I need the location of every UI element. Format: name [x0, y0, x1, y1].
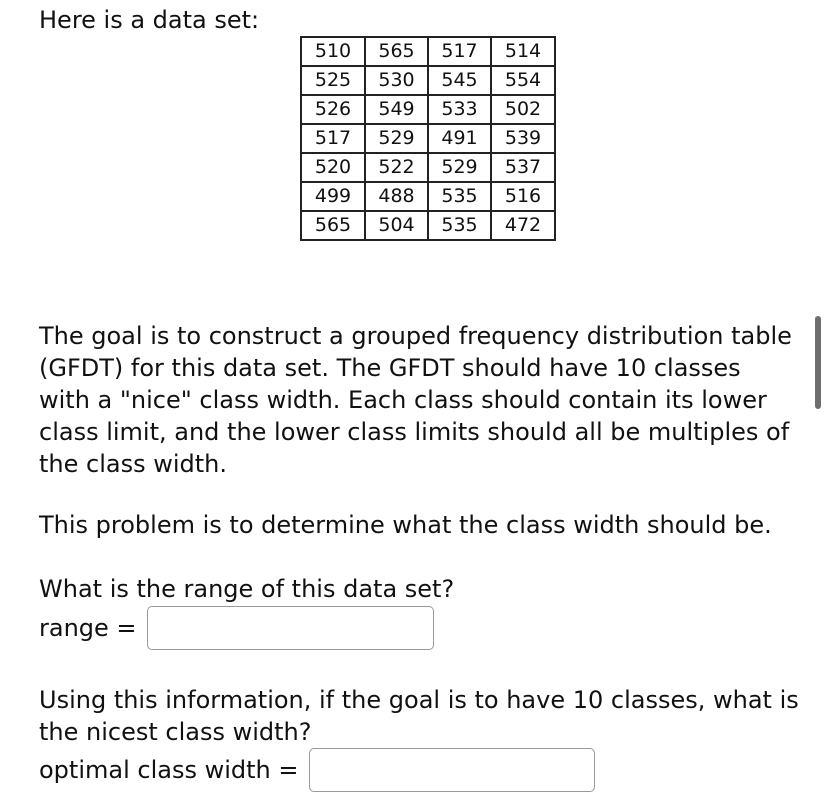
problem-statement: This problem is to determine what the class width should be. — [39, 511, 772, 539]
table-cell: 539 — [491, 124, 555, 153]
table-cell: 565 — [365, 37, 428, 66]
data-set-table — [300, 36, 556, 241]
table-row — [301, 66, 555, 95]
class-width-input[interactable] — [309, 748, 595, 792]
table-cell: 554 — [491, 66, 555, 95]
table-cell: 504 — [365, 211, 428, 240]
table-cell: 517 — [428, 37, 491, 66]
scrollbar-thumb[interactable] — [815, 316, 821, 409]
class-width-question: Using this information, if the goal is to have 10 classes, what is the nicest class width? — [39, 686, 799, 746]
table-row — [301, 95, 555, 124]
table-cell: 537 — [491, 153, 555, 182]
range-input[interactable] — [147, 606, 434, 650]
goal-paragraph: The goal is to construct a grouped frequency distribution table (GFDT) for this data set. The GFDT should have 10 classes with a "nice" class width. Each class should contain its lower class limit, and the lower class limits should all be multiples of the class width. — [39, 322, 792, 478]
table-cell: 533 — [428, 95, 491, 124]
table-row — [301, 124, 555, 153]
class-width-answer-row — [39, 748, 595, 792]
table-cell: 491 — [428, 124, 491, 153]
table-cell: 529 — [365, 124, 428, 153]
range-label: range = — [39, 614, 137, 642]
table-row — [301, 153, 555, 182]
range-question: What is the range of this data set? — [39, 575, 455, 603]
table-cell: 502 — [491, 95, 555, 124]
table-row — [301, 182, 555, 211]
table-cell: 530 — [365, 66, 428, 95]
table-cell: 545 — [428, 66, 491, 95]
table-cell: 525 — [301, 66, 365, 95]
table-cell: 520 — [301, 153, 365, 182]
table-cell: 499 — [301, 182, 365, 211]
table-cell: 529 — [428, 153, 491, 182]
table-cell: 526 — [301, 95, 365, 124]
table-cell: 510 — [301, 37, 365, 66]
range-answer-row — [39, 606, 434, 650]
table-cell: 472 — [491, 211, 555, 240]
table-cell: 535 — [428, 211, 491, 240]
table-cell: 514 — [491, 37, 555, 66]
table-row — [301, 211, 555, 240]
table-cell: 535 — [428, 182, 491, 211]
class-width-label: optimal class width = — [39, 756, 299, 784]
table-row — [301, 37, 555, 66]
table-cell: 517 — [301, 124, 365, 153]
table-cell: 516 — [491, 182, 555, 211]
table-cell: 549 — [365, 95, 428, 124]
table-cell: 565 — [301, 211, 365, 240]
table-cell: 522 — [365, 153, 428, 182]
intro-text: Here is a data set: — [39, 6, 260, 34]
table-cell: 488 — [365, 182, 428, 211]
